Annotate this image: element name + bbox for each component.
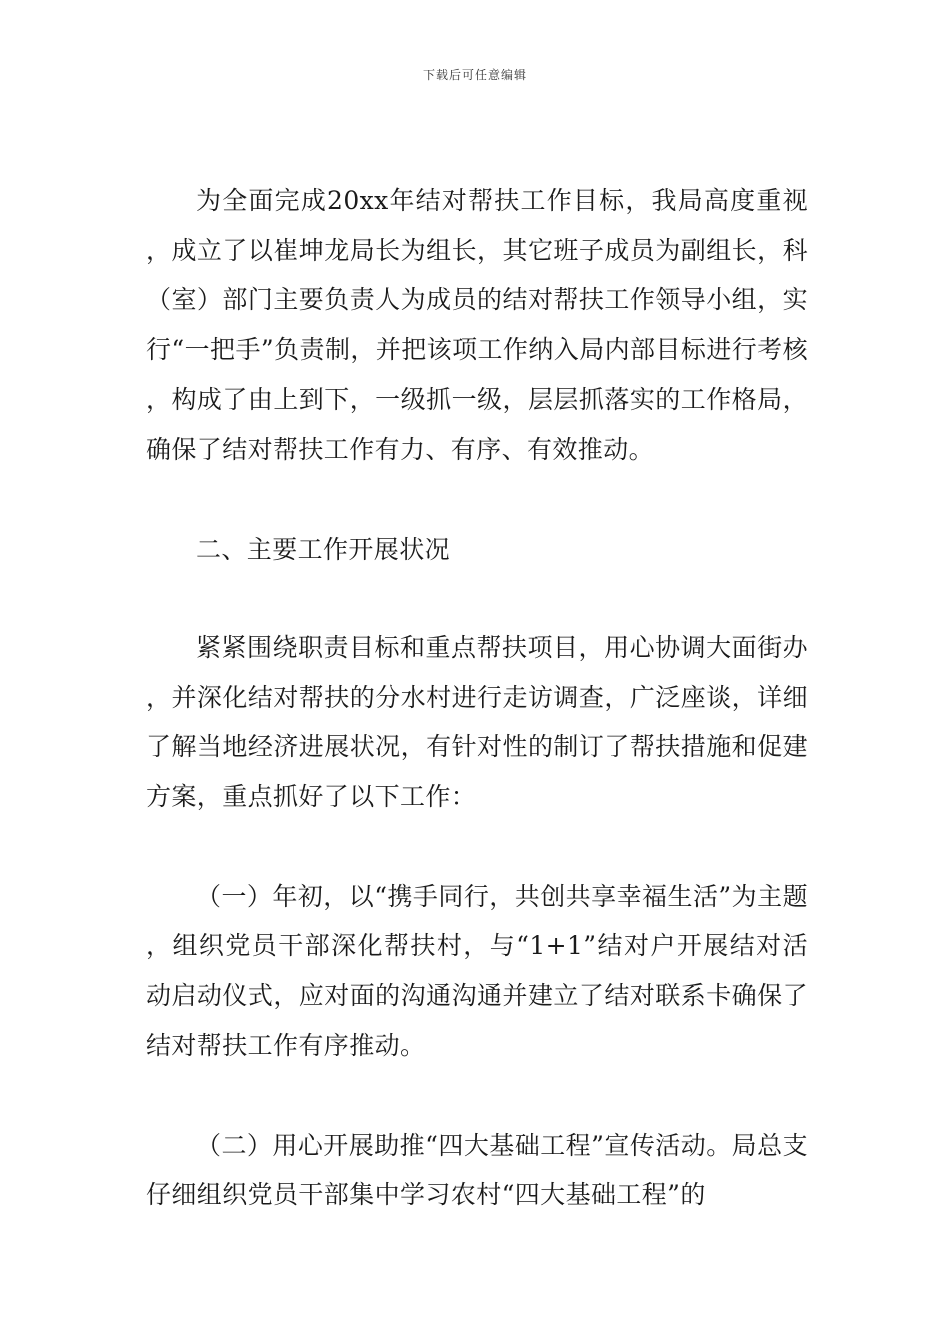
header-note: 下载后可任意编辑 — [422, 68, 527, 82]
paragraph-2: 紧紧围绕职责目标和重点帮扶项目，用心协调大面街办，并深化结对帮扶的分水村进行走访调查，广泛座谈，详细了解当地经济进展状况，有针对性的制订了帮扶措施和促建方案，重点抓好了以下工作： — [146, 632, 808, 812]
paragraph-1: 为全面完成20xx年结对帮扶工作目标，我局高度重视，成立了以崔坤龙局长为组长，其它班子成员为副组长，科（室）部门主要负责人为成员的结对帮扶工作领导小组，实行“一把手”负责制，并把该项工作纳入局内部目标进行考核，构成了由上到下，一级抓一级，层层抓落实的工作格局，确保了结对帮扶工作有力、有序、有效推动。 — [146, 186, 808, 464]
paragraph-4: （二）用心开展助推“四大基础工程”宣传活动。局总支仔细组织党员干部集中学习农村“四大基础工程”的 — [146, 1130, 808, 1210]
document-body — [146, 176, 808, 1220]
section-heading: 二、主要工作开展状况 — [196, 535, 451, 565]
paragraph-3: （一）年初，以“携手同行，共创共享幸福生活”为主题，组织党员干部深化帮扶村，与“1+1”结对户开展结对活动启动仪式，应对面的沟通沟通并建立了结对联系卡确保了结对帮扶工作有序推动。 — [146, 881, 808, 1060]
